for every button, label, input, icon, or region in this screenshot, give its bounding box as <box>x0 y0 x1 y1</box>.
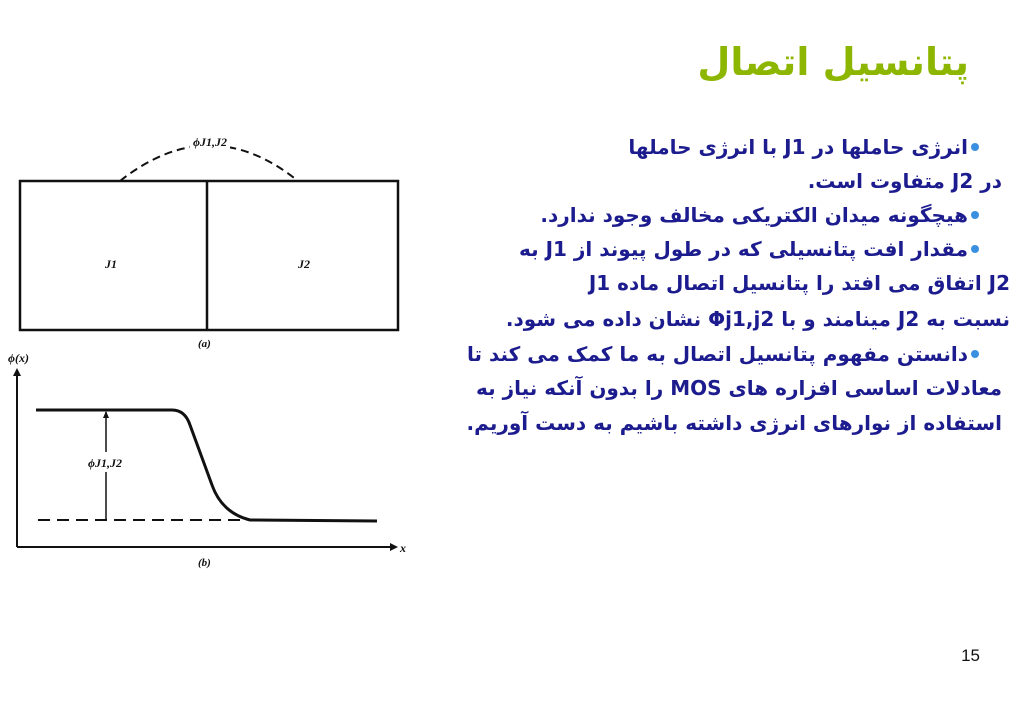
caption-a: (a) <box>198 338 211 350</box>
bullet-text-continued: در J2 متفاوت است. <box>807 169 1002 193</box>
region-j1-label: J1 <box>105 257 117 271</box>
bullet-text-continued: نسبت به J2 مینامند و با Φj1,j2 نشان داده می شود. <box>505 307 1010 331</box>
bullet-text-continued: معادلات اساسی افزاره های MOS را بدون آنکه نیاز به <box>475 376 1002 400</box>
bullet-text: دانستن مفهوم پتانسیل اتصال به ما کمک می کند تا <box>466 342 968 366</box>
potential-difference-label: ϕJ1,J2 <box>88 456 122 470</box>
x-axis-label: x <box>400 541 406 555</box>
bullet-icon <box>971 143 979 151</box>
page-number: 15 <box>961 646 980 665</box>
bullet-text-continued: J2 اتفاق می افتد را پتانسیل اتصال ماده J1 <box>588 271 1010 295</box>
bullet-text: انرژی حاملها در J1 با انرژی حاملها <box>628 135 968 159</box>
figure-b <box>8 351 406 569</box>
y-axis-label: ϕ(x) <box>8 351 29 365</box>
bullet-text: مقدار افت پتانسیلی که در طول پیوند از J1 به <box>518 237 968 261</box>
bullet-icon <box>971 211 979 219</box>
figure-a <box>20 132 398 350</box>
junction-potential-label: ϕJ1,J2 <box>193 135 227 149</box>
bullet-text: هیچگونه میدان الکتریکی مخالف وجود ندارد. <box>540 203 968 227</box>
bullet-text-continued: استفاده از نوارهای انرژی داشته باشیم به دست آوریم. <box>466 411 1002 435</box>
region-j2-label: J2 <box>298 257 310 271</box>
slide-title: پتانسیل اتصال <box>697 40 969 84</box>
bullet-icon <box>971 350 979 358</box>
junction-figure <box>0 120 420 580</box>
bullet-icon <box>971 245 979 253</box>
caption-b: (b) <box>198 557 211 569</box>
